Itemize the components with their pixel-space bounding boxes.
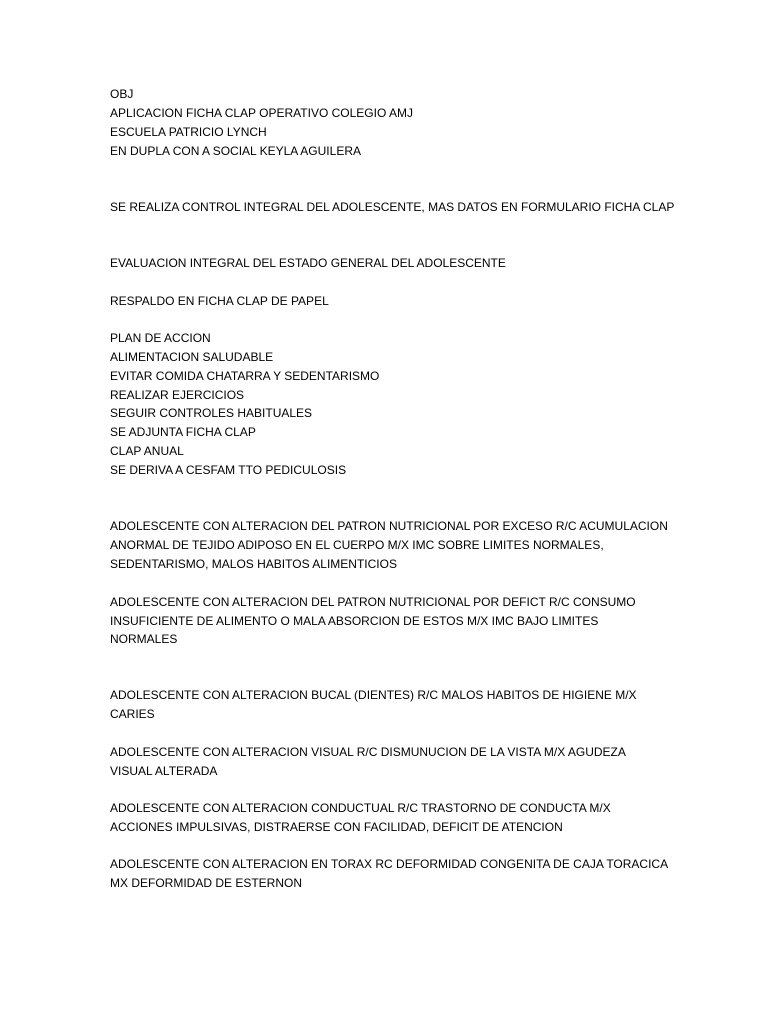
header-line-obj: OBJ — [110, 87, 134, 101]
respaldo-line: RESPALDO EN FICHA CLAP DE PAPEL — [110, 294, 329, 308]
diagnostico-bucal-line: ADOLESCENTE CON ALTERACION BUCAL (DIENTES) R/C MALOS HABITOS DE HIGIENE M/X — [110, 688, 637, 702]
header-line-aplicacion: APLICACION FICHA CLAP OPERATIVO COLEGIO AMJ — [110, 106, 413, 120]
plan-heading: PLAN DE ACCION — [110, 331, 211, 345]
diagnostico-visual-line: ADOLESCENTE CON ALTERACION VISUAL R/C DISMUNUCION DE LA VISTA M/X AGUDEZA — [110, 745, 626, 759]
diagnostico-exceso-line: ADOLESCENTE CON ALTERACION DEL PATRON NUTRICIONAL POR EXCESO R/C ACUMULACION — [110, 519, 668, 533]
plan-item: SE DERIVA A CESFAM TTO PEDICULOSIS — [110, 463, 347, 477]
diagnostico-torax-line: MX DEFORMIDAD DE ESTERNON — [110, 876, 303, 890]
plan-item: EVITAR COMIDA CHATARRA Y SEDENTARISMO — [110, 369, 380, 383]
plan-item: CLAP ANUAL — [110, 444, 184, 458]
plan-item: SE ADJUNTA FICHA CLAP — [110, 425, 256, 439]
plan-item: ALIMENTACION SALUDABLE — [110, 350, 274, 364]
diagnostico-conductual-line: ADOLESCENTE CON ALTERACION CONDUCTUAL R/C TRASTORNO DE CONDUCTA M/X — [110, 801, 611, 815]
diagnostico-deficit-line: NORMALES — [110, 632, 178, 646]
diagnostico-conductual-line: ACCIONES IMPULSIVAS, DISTRAERSE CON FACILIDAD, DEFICIT DE ATENCION — [110, 820, 563, 834]
diagnostico-deficit-line: ADOLESCENTE CON ALTERACION DEL PATRON NUTRICIONAL POR DEFICT R/C CONSUMO — [110, 595, 636, 609]
plan-item: SEGUIR CONTROLES HABITUALES — [110, 406, 313, 420]
control-integral-line: SE REALIZA CONTROL INTEGRAL DEL ADOLESCENTE, MAS DATOS EN FORMULARIO FICHA CLAP — [110, 200, 675, 214]
diagnostico-bucal-line: CARIES — [110, 707, 155, 721]
diagnostico-visual-line: VISUAL ALTERADA — [110, 764, 218, 778]
header-line-escuela: ESCUELA PATRICIO LYNCH — [110, 125, 267, 139]
diagnostico-torax-line: ADOLESCENTE CON ALTERACION EN TORAX RC DEFORMIDAD CONGENITA DE CAJA TORACICA — [110, 857, 669, 871]
diagnostico-deficit-line: INSUFICIENTE DE ALIMENTO O MALA ABSORCION DE ESTOS M/X IMC BAJO LIMITES — [110, 614, 599, 628]
diagnostico-exceso-line: SEDENTARISMO, MALOS HABITOS ALIMENTICIOS — [110, 557, 397, 571]
plan-item: REALIZAR EJERCICIOS — [110, 388, 245, 402]
header-line-dupla: EN DUPLA CON A SOCIAL KEYLA AGUILERA — [110, 144, 361, 158]
evaluacion-line: EVALUACION INTEGRAL DEL ESTADO GENERAL DEL ADOLESCENTE — [110, 256, 506, 270]
diagnostico-exceso-line: ANORMAL DE TEJIDO ADIPOSO EN EL CUERPO M/X IMC SOBRE LIMITES NORMALES, — [110, 538, 604, 552]
